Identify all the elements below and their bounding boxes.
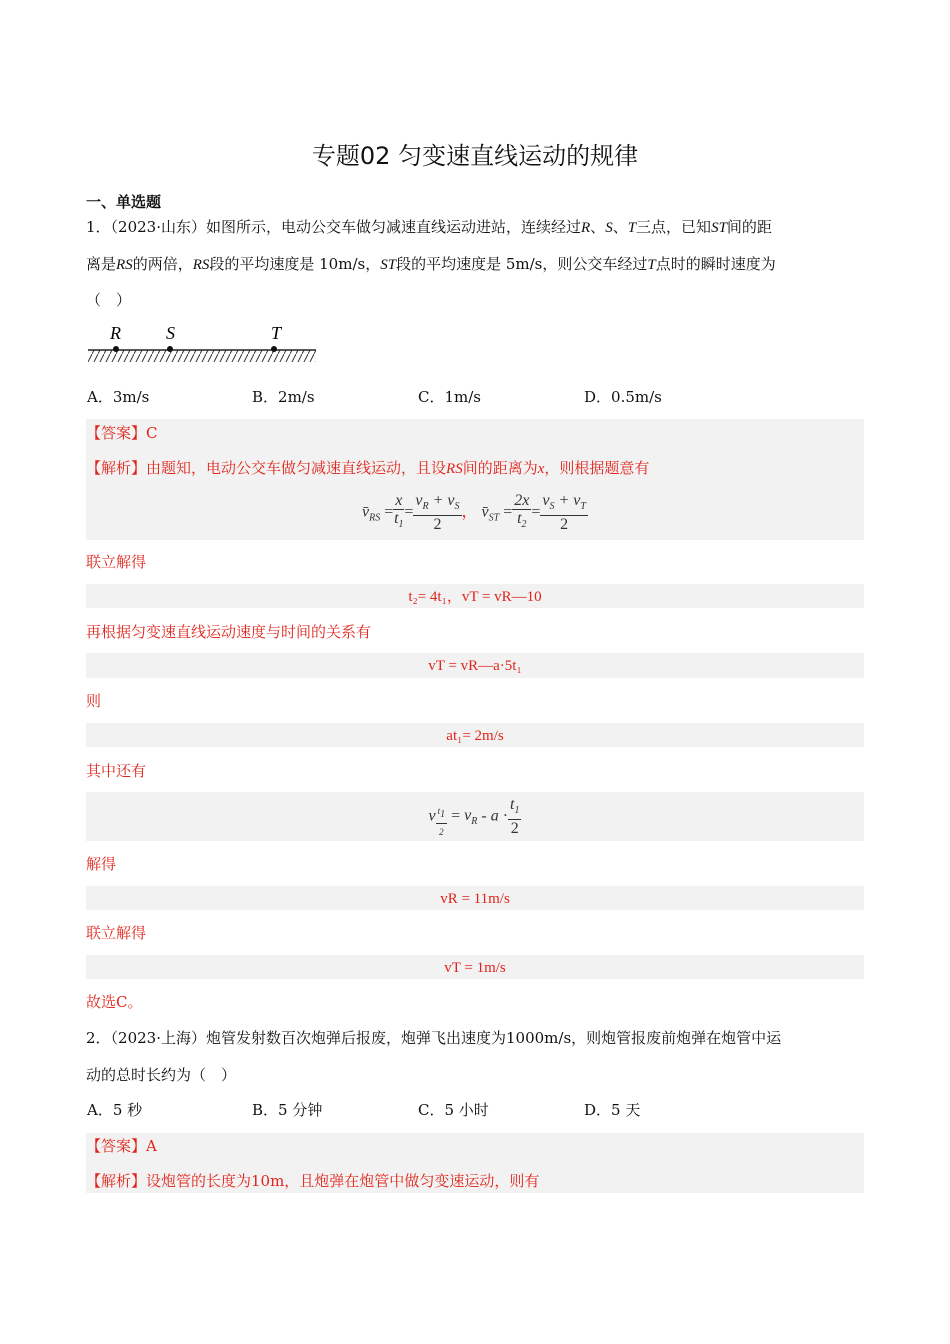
step-text: 解得 [86, 855, 117, 873]
q2-analysis: 【解析】设炮管的长度为10m，且炮弹在炮管中做匀变速运动，则有 [86, 1172, 540, 1190]
equation-3: at₁= 2m/s [446, 728, 504, 744]
label-S: S [166, 323, 175, 343]
step-text: 其中还有 [86, 762, 147, 780]
step-text: 则 [86, 692, 102, 710]
step-text: 联立解得 [86, 553, 147, 571]
q1-text-line1: 1．（2023·山东）如图所示，电动公交车做匀减速直线运动进站，连续经过R、S、T三点，已知ST间的距 [86, 218, 772, 236]
q1-option-d[interactable]: D．0.5m/s [584, 388, 662, 406]
conclusion: 故选C。 [86, 993, 143, 1011]
page-title: 专题02 匀变速直线运动的规律 [311, 142, 639, 170]
equation-5: vR = 11m/s [440, 891, 510, 907]
label-R: R [110, 323, 121, 343]
q1-option-c[interactable]: C．1m/s [418, 388, 481, 406]
q2-text-line2: 动的总时长约为（ ） [86, 1066, 237, 1084]
label-T: T [271, 323, 282, 343]
q2-option-c[interactable]: C．5 小时 [418, 1101, 489, 1119]
q1-analysis: 【解析】由题知，电动公交车做匀减速直线运动，且设RS间的距离为x，则根据题意有 [86, 459, 650, 477]
section-heading: 一、单选题 [86, 193, 162, 211]
q2-option-b[interactable]: B．5 分钟 [252, 1101, 323, 1119]
equation-1: t₂= 4t₁，vT = vR—10 [408, 589, 542, 605]
equation-2: vT = vR—a·5t₁ [428, 658, 522, 674]
road-diagram [86, 318, 318, 368]
q1-answer: 【答案】C [86, 424, 158, 442]
q1-option-b[interactable]: B．2m/s [252, 388, 315, 406]
step-text: 再根据匀变速直线运动速度与时间的关系有 [86, 623, 372, 641]
q1-text-line2: 离是RS的两倍，RS段的平均速度是 10m/s，ST段的平均速度是 5m/s，则公交车经过T点时的瞬时速度为 [86, 255, 776, 273]
equation-4: v $_{\frac{t_1}{2}}$ = $v_R$ - a · $\frac{t_1}{2}$ [428, 796, 520, 838]
q1-option-a[interactable]: A．3m/s [87, 388, 150, 406]
formula-average-velocity: $v̄_{RS}$ = $\frac{x}{t_1}$ = $\frac{v_R + v_S}{2}$ ， $v̄_{ST}$ = $\frac{2x}{t_2}$ = $\frac{v_S + v_T}{2}$ [362, 492, 586, 534]
step-text: 联立解得 [86, 924, 147, 942]
q1-blank: （ ） [86, 291, 132, 309]
q2-text-line1: 2．（2023·上海）炮管发射数百次炮弹后报废，炮弹飞出速度为1000m/s，则炮管报废前炮弹在炮管中运 [86, 1029, 782, 1047]
equation-6: vT = 1m/s [444, 960, 506, 976]
q2-answer: 【答案】A [86, 1137, 157, 1155]
q2-option-d[interactable]: D．5 天 [584, 1101, 641, 1119]
q2-option-a[interactable]: A．5 秒 [87, 1101, 143, 1119]
